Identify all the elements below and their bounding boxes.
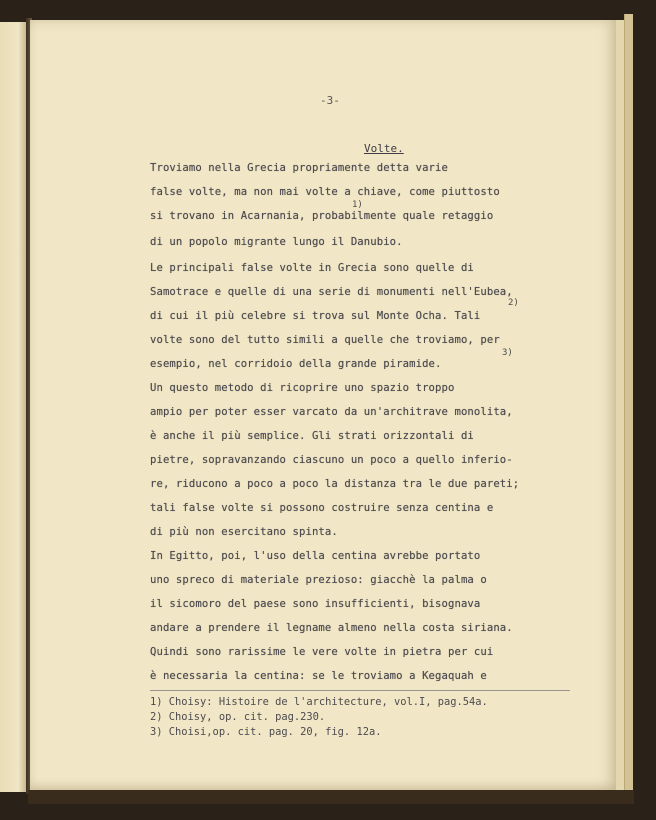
body-line: esempio, nel corridoio della grande piramide. [150, 358, 442, 370]
body-line: il sicomoro del paese sono insufficienti, bisognava [150, 598, 481, 610]
body-line: Quindi sono rarissime le vere volte in pietra per cui [150, 646, 494, 658]
body-line: Un questo metodo di ricoprire uno spazio troppo [150, 382, 455, 394]
page-number: -3- [320, 94, 340, 107]
section-heading: Volte. [364, 142, 404, 155]
footnote-marker: 3) [502, 348, 513, 358]
page-stack-edge [616, 20, 624, 790]
footnote: 3) Choisi,op. cit. pag. 20, fig. 12a. [150, 726, 382, 738]
body-line: ampio per poter esser varcato da un'architrave monolita, [150, 406, 513, 418]
body-line: è anche il più semplice. Gli strati orizzontali di [150, 430, 474, 442]
body-line: re, riducono a poco a poco la distanza tra le due pareti; [150, 478, 520, 490]
body-line: Troviamo nella Grecia propriamente detta varie [150, 162, 448, 174]
body-line: di più non esercitano spinta. [150, 526, 338, 538]
body-line: si trovano in Acarnania, probabilmente quale retaggio [150, 210, 494, 222]
binding-bottom [28, 790, 634, 804]
body-line: di cui il più celebre si trova sul Monte Ocha. Tali [150, 310, 481, 322]
body-line: di un popolo migrante lungo il Danubio. [150, 236, 403, 248]
body-line: false volte, ma non mai volte a chiave, come piuttosto [150, 186, 500, 198]
footnote: 1) Choisy: Histoire de l'architecture, vol.I, pag.54a. [150, 696, 488, 708]
footnote-marker: 1) [352, 200, 363, 210]
body-line: è necessaria la centina: se le troviamo a Kegaquah e [150, 670, 487, 682]
body-line: pietre, sopravanzando ciascuno un poco a quello inferio- [150, 454, 513, 466]
body-line: Le principali false volte in Grecia sono quelle di [150, 262, 474, 274]
footnotes [150, 690, 570, 740]
body-line: tali false volte si possono costruire senza centina e [150, 502, 494, 514]
footnote: 2) Choisy, op. cit. pag.230. [150, 711, 326, 723]
cover-edge [624, 14, 633, 794]
body-line: uno spreco di materiale prezioso: giacchè la palma o [150, 574, 487, 586]
footnote-marker: 2) [508, 298, 519, 308]
body-line: andare a prendere il legname almeno nella costa siriana. [150, 622, 513, 634]
body-line: volte sono del tutto simili a quelle che troviamo, per [150, 334, 500, 346]
facing-page-edge [0, 22, 26, 792]
body-line: Samotrace e quelle di una serie di monumenti nell'Eubea, [150, 286, 513, 298]
body-line: In Egitto, poi, l'uso della centina avrebbe portato [150, 550, 481, 562]
